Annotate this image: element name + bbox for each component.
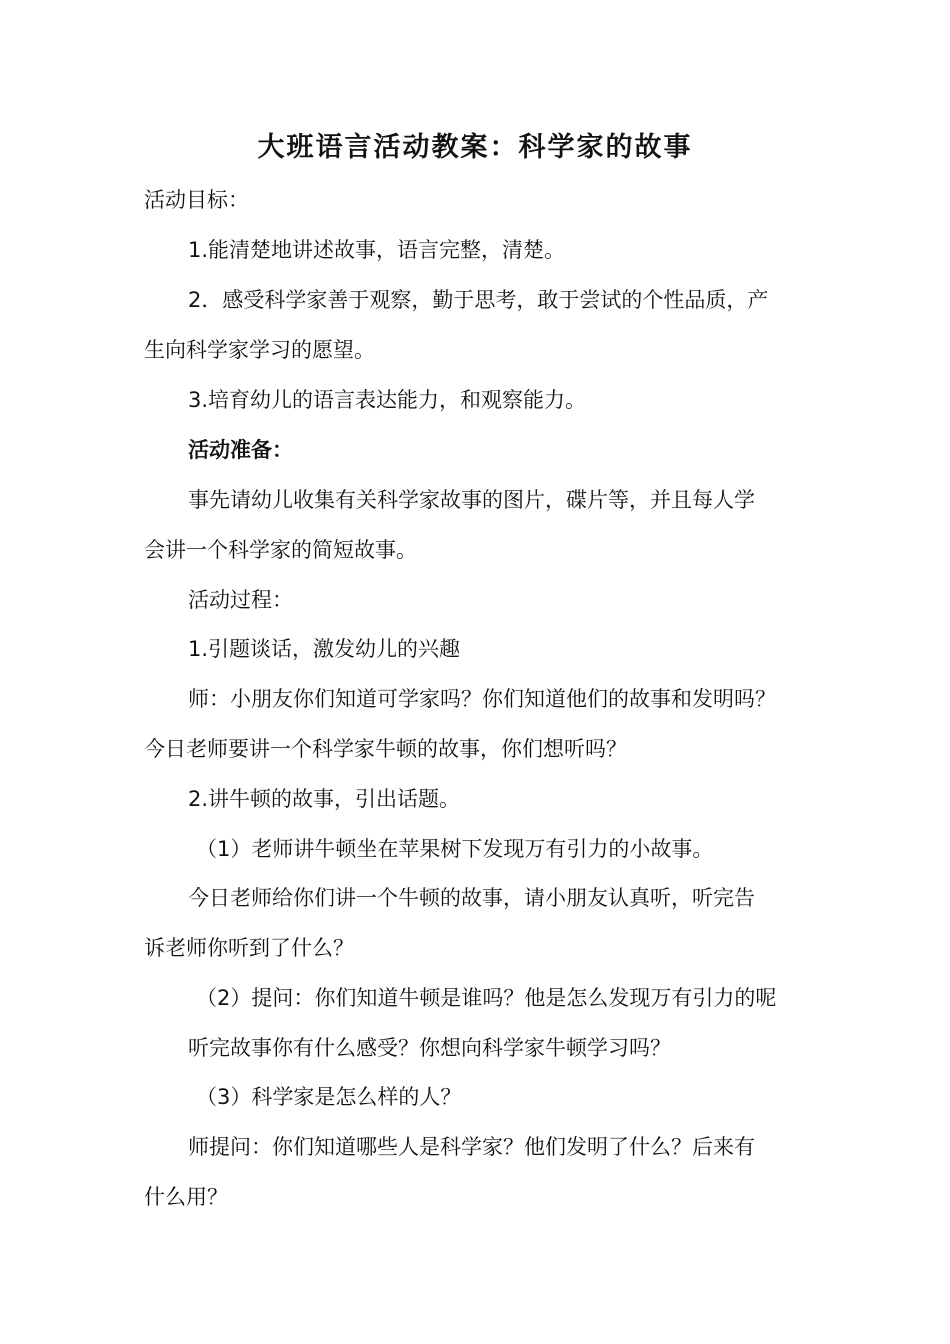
goal-item-2-continued: 生向科学家学习的愿望。 [144, 338, 375, 362]
substep-2: （2）提问：你们知道牛顿是谁吗？他是怎么发现万有引力的呢 [196, 986, 777, 1010]
teacher-question: 师提问：你们知道哪些人是科学家？他们发明了什么？后来有 [188, 1135, 755, 1159]
preparation-text-continued: 会讲一个科学家的简短故事。 [144, 538, 417, 562]
teacher-question-continued: 什么用？ [144, 1185, 228, 1209]
section-heading-goals: 活动目标： [144, 188, 249, 212]
substep-2-continued: 听完故事你有什么感受？你想向科学家牛顿学习吗？ [188, 1036, 671, 1060]
process-step-1: 1.引题谈话，激发幼儿的兴趣 [188, 637, 461, 661]
substep-1: （1）老师讲牛顿坐在苹果树下发现万有引力的小故事。 [196, 837, 714, 861]
section-heading-process: 活动过程： [188, 588, 293, 612]
goal-item-3: 3.培育幼儿的语言表达能力，和观察能力。 [188, 388, 587, 412]
substep-3: （3）科学家是怎么样的人？ [196, 1085, 462, 1109]
teacher-dialogue-1-continued: 今日老师要讲一个科学家牛顿的故事，你们想听吗？ [144, 737, 627, 761]
process-step-2: 2.讲牛顿的故事，引出话题。 [188, 787, 461, 811]
document-title: 大班语言活动教案：科学家的故事 [257, 132, 693, 163]
preparation-text: 事先请幼儿收集有关科学家故事的图片，碟片等，并且每人学 [188, 488, 755, 512]
goal-item-1: 1.能清楚地讲述故事，语言完整，清楚。 [188, 238, 566, 262]
teacher-dialogue-1: 师：小朋友你们知道可学家吗？你们知道他们的故事和发明吗？ [188, 687, 776, 711]
section-heading-preparation: 活动准备： [188, 438, 293, 462]
teacher-story-intro: 今日老师给你们讲一个牛顿的故事，请小朋友认真听，听完告 [188, 886, 755, 910]
goal-item-2: 2．感受科学家善于观察，勤于思考，敢于尝试的个性品质，产 [188, 288, 769, 312]
teacher-story-intro-continued: 诉老师你听到了什么？ [144, 936, 354, 960]
